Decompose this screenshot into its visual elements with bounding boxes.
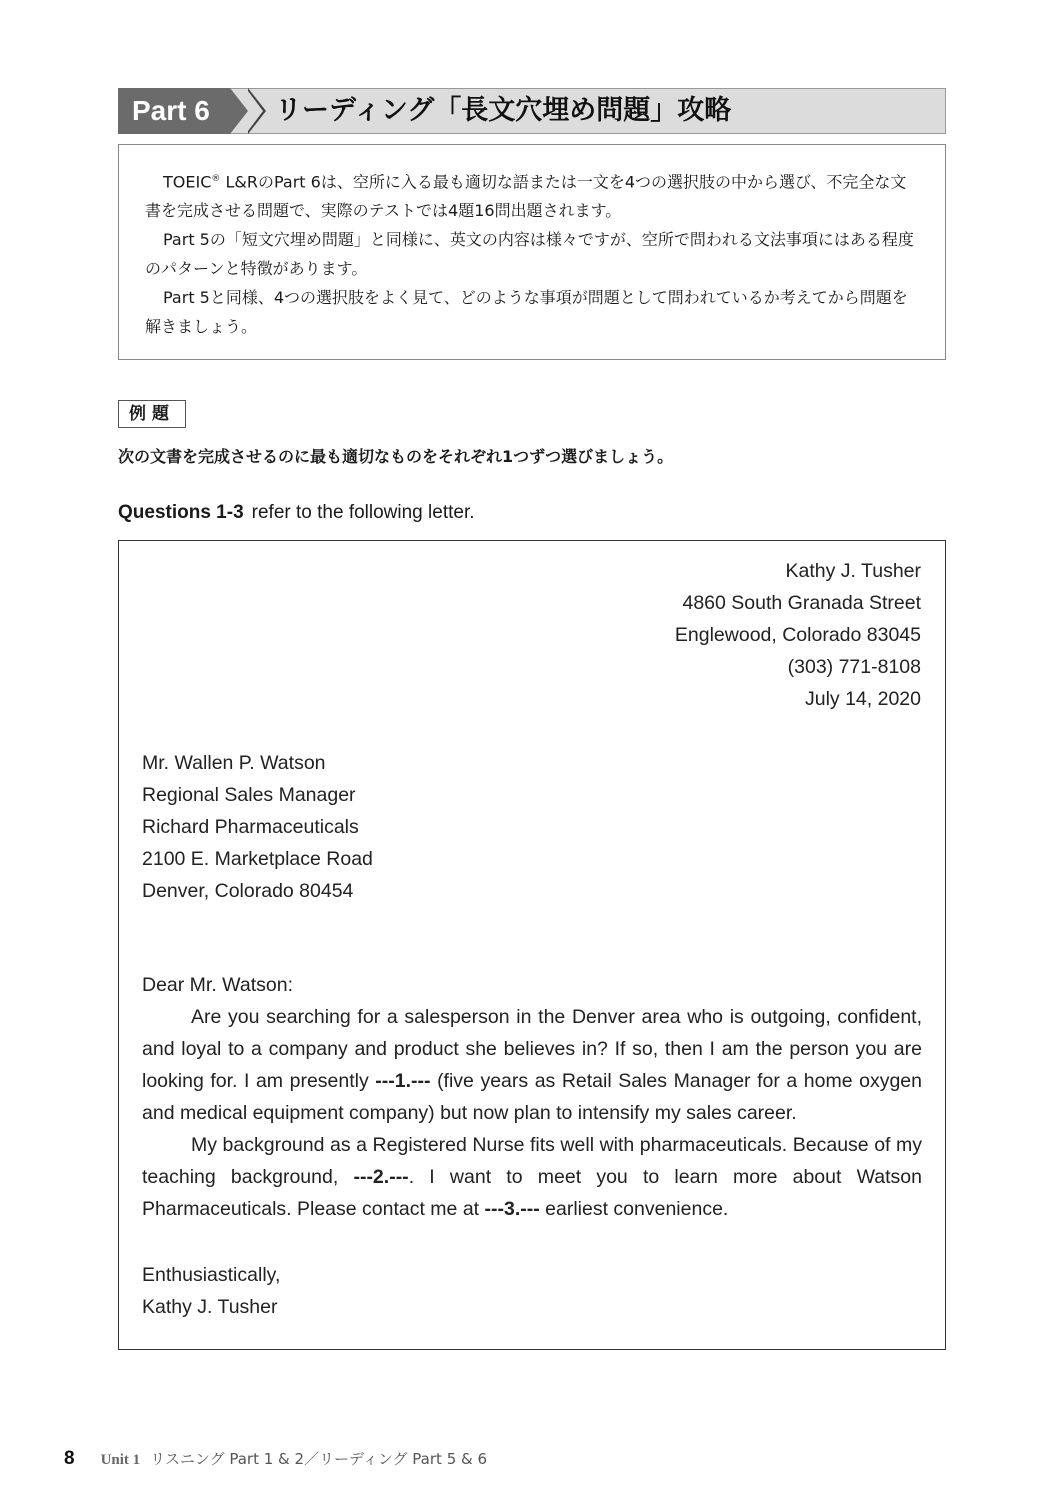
letter-body	[142, 969, 922, 1225]
signature: Kathy J. Tusher	[142, 1296, 278, 1318]
part-badge: Part 6	[118, 88, 230, 134]
footer-text: リスニング Part 1 & 2／リーディング Part 5 & 6	[150, 1450, 488, 1468]
blank-3: ---3.---	[484, 1198, 540, 1220]
letter-closing	[142, 1259, 280, 1323]
blank-2: ---2.---	[353, 1166, 409, 1188]
section-title: リーディング「長文穴埋め問題」攻略	[275, 95, 732, 126]
section-header	[118, 88, 946, 134]
questions-heading	[118, 502, 475, 524]
sender-line: 4860 South Granada Street	[682, 592, 921, 614]
page-number: 8	[64, 1448, 75, 1469]
closing-phrase: Enthusiastically,	[142, 1264, 281, 1286]
questions-text: refer to the following letter.	[251, 502, 475, 523]
registered-mark: ®	[211, 174, 221, 184]
sender-line: (303) 771-8108	[787, 656, 921, 678]
recipient-line: 2100 E. Marketplace Road	[142, 848, 373, 870]
recipient-line: Richard Pharmaceuticals	[142, 816, 359, 838]
salutation: Dear Mr. Watson:	[142, 974, 293, 996]
recipient-address	[142, 747, 373, 907]
intro-paragraph: Part 5と同様、4つの選択肢をよく見て、どのような事項が問題として問われているか考えてから問題を解きましょう。	[145, 288, 908, 337]
intro-paragraph: TOEIC® L&RのPart 6は、空所に入る最も適切な語または一文を4つの選択肢の中から選び、不完全な文書を完成させる問題で、実際のテストでは4題16問出題されます。	[145, 172, 907, 221]
sender-address	[675, 555, 921, 715]
intro-paragraph: Part 5の「短文穴埋め問題」と同様に、英文の内容は様々ですが、空所で問われる文法事項にはある程度のパターンと特徴があります。	[145, 230, 914, 279]
example-label: 例題	[118, 400, 186, 428]
recipient-line: Mr. Wallen P. Watson	[142, 752, 326, 774]
body-paragraph: Are you searching for a salesperson in the Denver area who is outgoing, confident, and loyal to a company and product she believes in? If so, then I am the person you are looking for. I am presently ---1.--- (five years as Retail Sales Manager for a home oxygen and medical equipment company) but now plan to intensify my sales career.	[142, 1006, 922, 1124]
questions-label: Questions 1-3	[118, 502, 244, 523]
letter-date: July 14, 2020	[804, 688, 921, 710]
letter-box	[118, 540, 946, 1350]
intro-box	[118, 144, 946, 360]
recipient-line: Regional Sales Manager	[142, 784, 356, 806]
chevron-right-icon	[230, 88, 248, 134]
sender-line: Englewood, Colorado 83045	[674, 624, 921, 646]
body-paragraph: My background as a Registered Nurse fits well with pharmaceuticals. Because of my teaching background, ---2.---. I want to meet you to learn more about Watson Pharmaceuticals. Please contact me at ---3.--- earliest convenience.	[142, 1134, 922, 1220]
recipient-line: Denver, Colorado 80454	[142, 880, 354, 902]
unit-label: Unit 1	[100, 1452, 141, 1468]
blank-1: ---1.---	[375, 1070, 431, 1092]
instruction-text: 次の文書を完成させるのに最も適切なものをそれぞれ1つずつ選びましょう。	[118, 447, 674, 466]
page-footer	[64, 1448, 487, 1470]
sender-line: Kathy J. Tusher	[785, 560, 921, 582]
